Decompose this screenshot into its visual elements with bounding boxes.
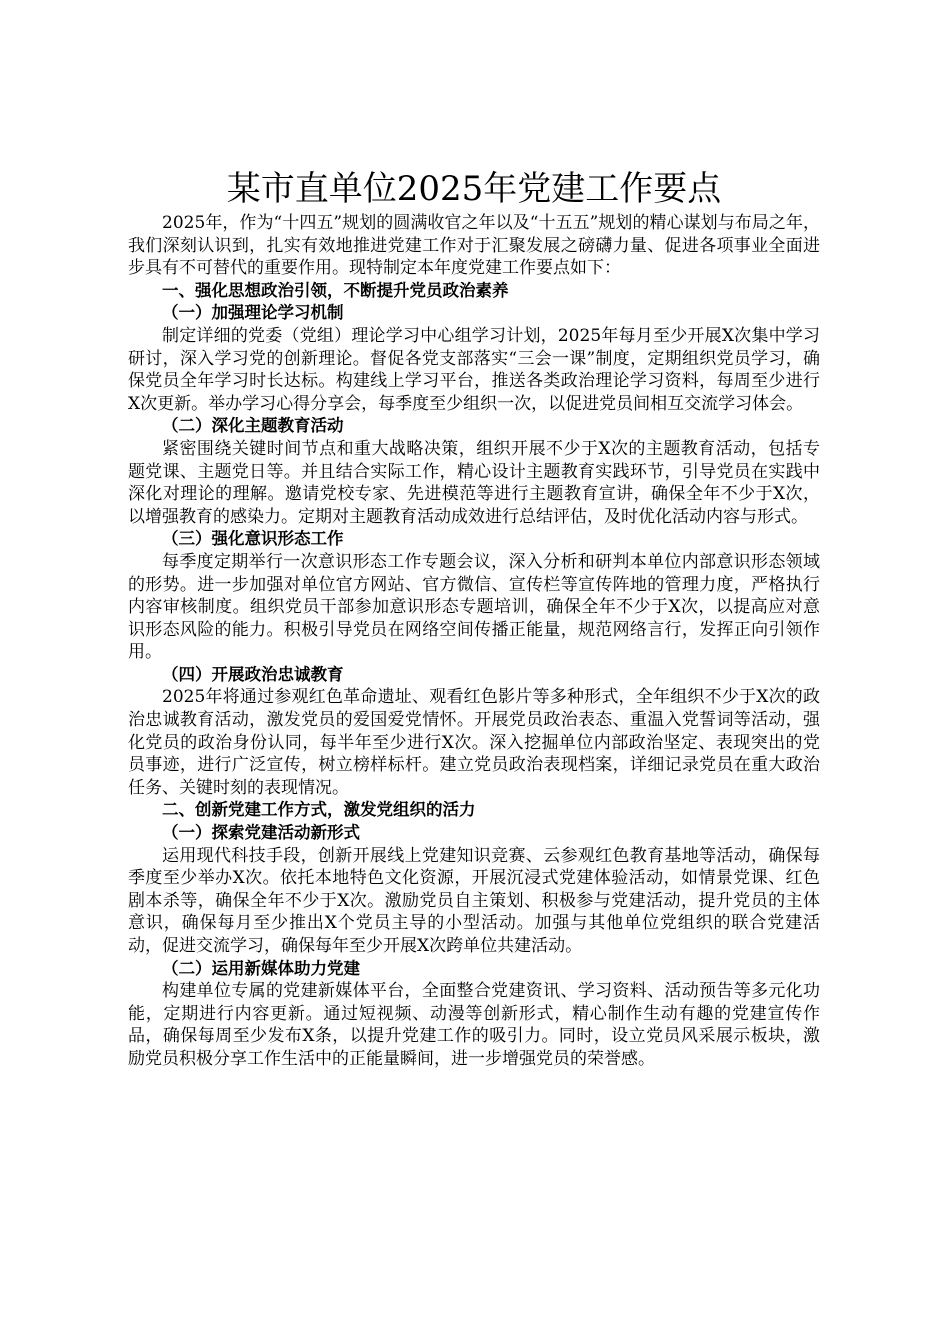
subsection-heading-2-2: （二）运用新媒体助力党建 <box>162 958 360 978</box>
document-page <box>128 168 820 1071</box>
subsection-heading-2-1: （一）探索党建活动新形式 <box>162 823 360 843</box>
paragraph-2-1: 运用现代科技手段，创新开展线上党建知识竞赛、云参观红色教育基地等活动，确保每季度至少举办X次。依托本地特色文化资源，开展沉浸式党建体验活动，如情景党课、红色剧本杀等，确保全年不少于X次。激励党员自主策划、积极参与党建活动，提升党员的主体意识，确保每月至少推出X个党员主导的小型活动。加强与其他单位党组织的联合党建活动，促进交流学习，确保每年至少开展X次跨单位共建活动。 <box>128 845 820 956</box>
subsection-heading-1-1: （一）加强理论学习机制 <box>162 303 344 323</box>
paragraph-1-4: 2025年将通过参观红色革命遗址、观看红色影片等多种形式，全年组织不少于X次的政治忠诚教育活动，激发党员的爱国爱党情怀。开展党员政治表态、重温入党誓词等活动，强化党员的政治身份认同，每半年至少进行X次。深入挖掘单位内部政治坚定、表现突出的党员事迹，进行广泛宣传，树立榜样标杆。建立党员政治表现档案，详细记录党员在重大政治任务、关键时刻的表现情况。 <box>128 687 820 798</box>
intro-paragraph: 2025年，作为“十四五”规划的圆满收官之年以及“十五五”规划的精心谋划与布局之年，我们深刻认识到，扎实有效地推进党建工作对于汇聚发展之磅礴力量、促进各项事业全面进步具有不可替代的重要作用。现特制定本年度党建工作要点如下： <box>128 213 820 279</box>
section-heading-2: 二、创新党建工作方式，激发党组织的活力 <box>162 800 476 820</box>
subsection-heading-1-3: （三）强化意识形态工作 <box>162 529 344 549</box>
document-body <box>128 212 820 1071</box>
paragraph-2-2: 构建单位专属的党建新媒体平台，全面整合党建资讯、学习资料、活动预告等多元化功能，定期进行内容更新。通过短视频、动漫等创新形式，精心制作生动有趣的党建宣传作品，确保每周至少发布X条，以提升党建工作的吸引力。同时，设立党员风采展示板块，激励党员积极分享工作生活中的正能量瞬间，进一步增强党员的荣誉感。 <box>128 981 820 1069</box>
subsection-heading-1-2: （二）深化主题教育活动 <box>162 416 344 436</box>
paragraph-1-3: 每季度定期举行一次意识形态工作专题会议，深入分析和研判本单位内部意识形态领域的形势。进一步加强对单位官方网站、官方微信、宣传栏等宣传阵地的管理力度，严格执行内容审核制度。组织党员干部参加意识形态专题培训，确保全年不少于X次，以提高应对意识形态风险的能力。积极引导党员在网络空间传播正能量，规范网络言行，发挥正向引领作用。 <box>128 551 820 663</box>
section-heading-1: 一、强化思想政治引领，不断提升党员政治素养 <box>162 280 509 300</box>
paragraph-1-2: 紧密围绕关键时间节点和重大战略决策，组织开展不少于X次的主题教育活动，包括专题党课、主题党日等。并且结合实际工作，精心设计主题教育实践环节，引导党员在实践中深化对理论的理解。邀请党校专家、先进模范等进行主题教育宣讲，确保全年不少于X次，以增强教育的感染力。定期对主题教育活动成效进行总结评估，及时优化活动内容与形式。 <box>128 438 820 527</box>
subsection-heading-1-4: （四）开展政治忠诚教育 <box>162 664 344 684</box>
paragraph-1-1: 制定详细的党委（党组）理论学习中心组学习计划，2025年每月至少开展X次集中学习研讨，深入学习党的创新理论。督促各党支部落实“三会一课”制度，定期组织党员学习，确保党员全年学习时长达标。构建线上学习平台，推送各类政治理论学习资料，每周至少进行X次更新。举办学习心得分享会，每季度至少组织一次，以促进党员间相互交流学习体会。 <box>128 325 820 414</box>
document-title: 某市直单位2025年党建工作要点 <box>226 169 722 209</box>
